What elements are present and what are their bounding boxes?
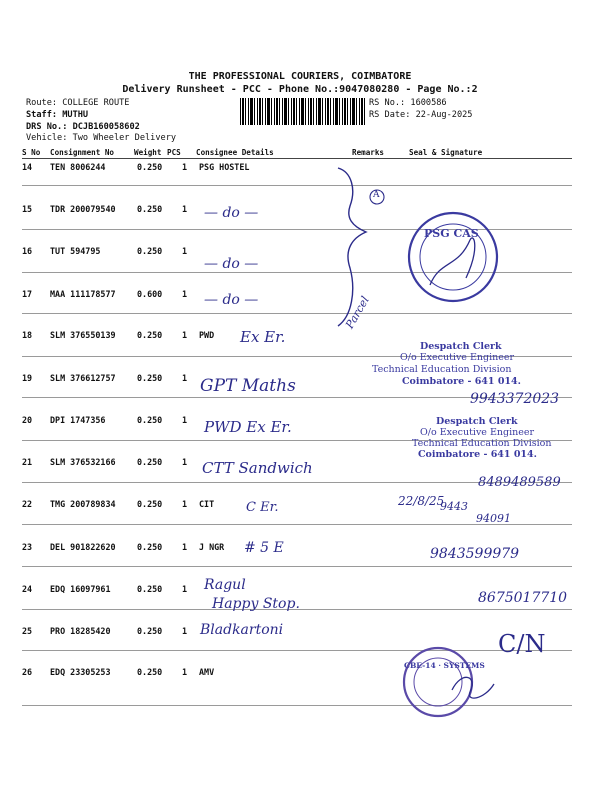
stamp-line: Coimbatore - 641 014.	[418, 449, 537, 460]
row-sno: 19	[22, 373, 33, 383]
signature-scribble	[430, 238, 475, 285]
row-consignment: SLM 376550139	[50, 330, 116, 340]
row-weight: 0.250	[137, 330, 163, 340]
row-weight: 0.250	[137, 584, 163, 594]
stamp-line: Coimbatore - 641 014.	[402, 376, 521, 387]
row-sno: 23	[22, 542, 33, 552]
row-weight: 0.250	[137, 162, 163, 172]
handwritten-note: # 5 E	[244, 540, 284, 556]
row-pcs: 1	[182, 204, 188, 214]
row-pcs: 1	[182, 162, 188, 172]
col-consignee: Consignee Details	[196, 148, 274, 157]
handwritten-note: 9443	[440, 500, 468, 513]
row-weight: 0.250	[137, 415, 163, 425]
rs-number: RS No.: 1600586	[369, 98, 447, 108]
row-consignment: MAA 111178577	[50, 289, 116, 299]
row-weight: 0.250	[137, 204, 163, 214]
row-consignee: J NGR	[199, 542, 225, 552]
handwritten-note: C Er.	[246, 500, 279, 515]
stamp-line: O/o Executive Engineer	[400, 352, 515, 363]
handwritten-note: Parcel	[343, 294, 372, 331]
row-weight: 0.250	[137, 457, 163, 467]
row-sno: 18	[22, 330, 33, 340]
handwritten-note: CTT Sandwich	[202, 459, 313, 477]
row-pcs: 1	[182, 373, 188, 383]
row-sno: 22	[22, 499, 33, 509]
route-label: Route: COLLEGE ROUTE	[26, 98, 130, 108]
row-consignment: DEL 901822620	[50, 542, 116, 552]
handwritten-note: 94091	[476, 512, 511, 525]
col-remarks: Remarks	[352, 148, 385, 157]
seal-label: PSG CAS	[424, 227, 479, 240]
handwritten-ditto: — do —	[204, 292, 259, 308]
row-weight: 0.250	[137, 542, 163, 552]
company-title: THE PROFESSIONAL COURIERS, COIMBATORE	[188, 71, 412, 82]
row-sno: 24	[22, 584, 33, 594]
row-pcs: 1	[182, 626, 188, 636]
handwritten-note: Happy Stop.	[212, 596, 300, 612]
handwritten-note: Ex Er.	[240, 328, 286, 346]
col-pcs: PCS	[167, 148, 181, 157]
row-consignment: SLM 376532166	[50, 457, 116, 467]
row-consignment: SLM 376612757	[50, 373, 116, 383]
row-consignment: TMG 200789834	[50, 499, 116, 509]
row-sno: 20	[22, 415, 33, 425]
col-seal-signature: Seal & Signature	[409, 148, 483, 157]
vehicle-label: Vehicle: Two Wheeler Delivery	[26, 133, 177, 143]
rs-date: RS Date: 22-Aug-2025	[369, 110, 473, 120]
stamp-line: Despatch Clerk	[436, 416, 518, 427]
drs-number: DRS No.: DCJB160058602	[26, 122, 140, 132]
row-consignee: CIT	[199, 499, 215, 509]
row-consignee: PSG HOSTEL	[199, 162, 250, 172]
row-sno: 14	[22, 162, 33, 172]
handwritten-phone: 9843599979	[430, 546, 520, 562]
stamp-line: Technical Education Division	[372, 364, 512, 375]
handwritten-note: Ragul	[204, 577, 246, 593]
row-weight: 0.600	[137, 289, 163, 299]
row-consignee: AMV	[199, 667, 215, 677]
row-weight: 0.250	[137, 499, 163, 509]
row-pcs: 1	[182, 499, 188, 509]
col-consignment: Consignment No	[50, 148, 115, 157]
row-sno: 17	[22, 289, 33, 299]
row-pcs: 1	[182, 457, 188, 467]
col-weight: Weight	[134, 148, 162, 157]
row-consignment: EDQ 16097961	[50, 584, 111, 594]
row-weight: 0.250	[137, 626, 163, 636]
stamp-line: O/o Executive Engineer	[420, 427, 535, 438]
seal-label: CBE-14 · SYSTEMS	[404, 661, 485, 670]
row-consignment: DPI 1747356	[50, 415, 106, 425]
col-sno: S No	[22, 148, 41, 157]
stamp-line: Despatch Clerk	[420, 341, 502, 352]
row-sno: 26	[22, 667, 33, 677]
row-pcs: 1	[182, 542, 188, 552]
row-sno: 25	[22, 626, 33, 636]
handwritten-note: 22/8/25	[398, 494, 445, 508]
row-consignment: TUT 594795	[50, 246, 101, 256]
row-consignment: TDR 200079540	[50, 204, 116, 214]
row-pcs: 1	[182, 330, 188, 340]
row-weight: 0.250	[137, 246, 163, 256]
handwritten-ditto: — do —	[204, 256, 259, 272]
row-sno: 16	[22, 246, 33, 256]
row-consignee: PWD	[199, 330, 215, 340]
row-weight: 0.250	[137, 373, 163, 383]
row-weight: 0.250	[137, 667, 163, 677]
handwritten-note: C/N	[498, 630, 546, 658]
handwritten-note: GPT Maths	[200, 376, 296, 396]
row-consignment: TEN 8006244	[50, 162, 106, 172]
row-sno: 21	[22, 457, 33, 467]
row-pcs: 1	[182, 289, 188, 299]
handwritten-note: A	[373, 190, 380, 200]
row-pcs: 1	[182, 667, 188, 677]
row-pcs: 1	[182, 584, 188, 594]
row-consignment: PRO 18285420	[50, 626, 111, 636]
stamp-line: Technical Education Division	[412, 438, 552, 449]
staff-label: Staff: MUTHU	[26, 110, 89, 120]
handwritten-phone: 8675017710	[478, 590, 568, 606]
handwritten-phone: 8489489589	[478, 475, 561, 490]
row-pcs: 1	[182, 415, 188, 425]
row-consignment: EDQ 23305253	[50, 667, 111, 677]
handwritten-note: Bladkartoni	[200, 622, 284, 638]
handwritten-ditto: — do —	[204, 205, 259, 221]
handwritten-note: PWD Ex Er.	[204, 418, 292, 436]
handwritten-phone: 9943372023	[470, 391, 560, 407]
row-sno: 15	[22, 204, 33, 214]
runsheet-subtitle: Delivery Runsheet - PCC - Phone No.:9047080280 - Page No.:2	[122, 84, 478, 95]
row-pcs: 1	[182, 246, 188, 256]
